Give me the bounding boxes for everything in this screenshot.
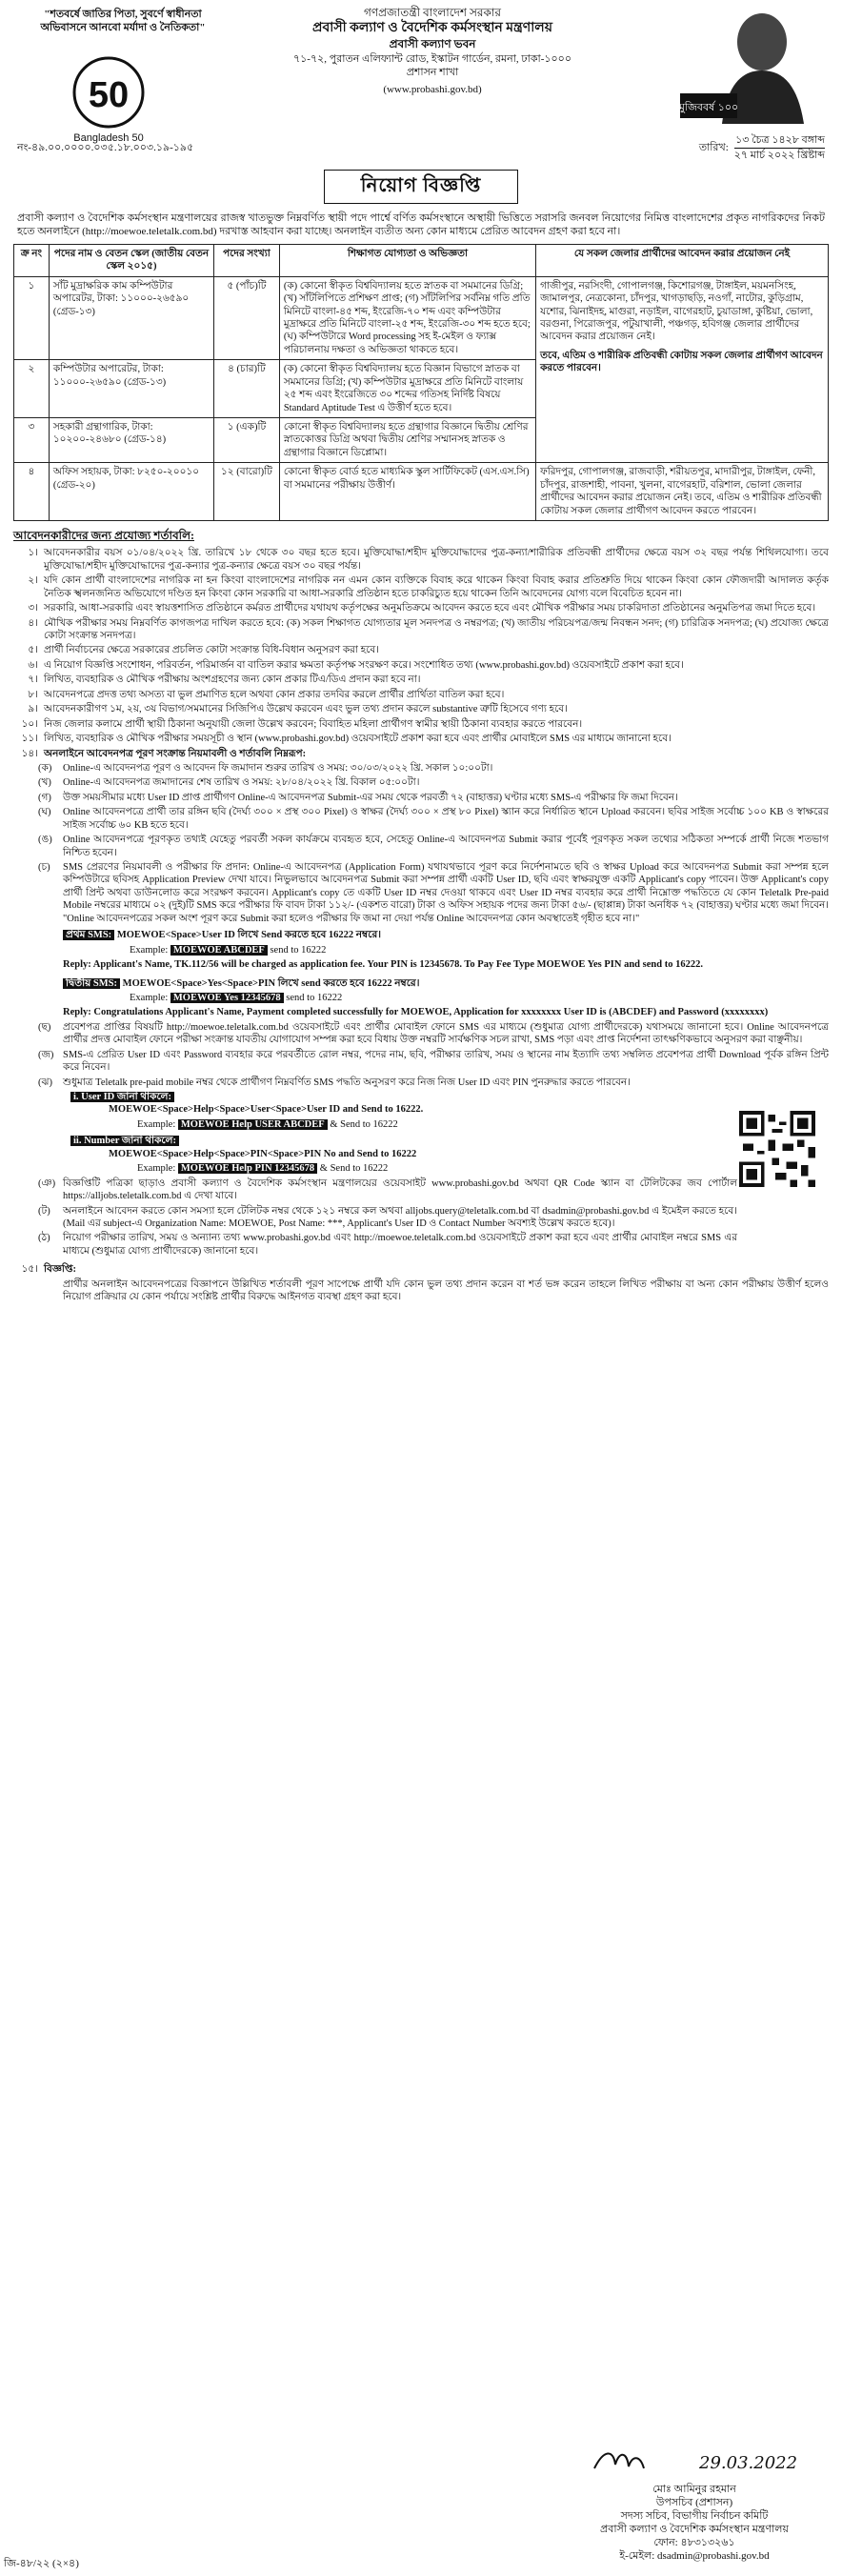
qr-code-image[interactable] [739, 1111, 815, 1187]
online-heading-row: ১৪। অনলাইনে আবেদনপত্র পূরণ সংক্রান্ত নিয়মাবলী ও শর্তাবলি নিম্নরূপ: [13, 748, 829, 760]
first-sms-reply: Reply: Applicant's Name, TK.112/56 will be charged as application fee. Your PIN is 12345678. To Pay Fee Type MOEWOE Yes PIN and send to 16222. [63, 959, 703, 971]
row-serial: ২ [14, 360, 50, 418]
government-heading [232, 6, 632, 96]
list-item: ৭। লিখিত, ব্যবহারিক ও মৌখিক পরীক্ষায় অংশগ্রহণের জন্য কোন প্রকার টিএ/ডিএ প্রদান করা হবে না। [28, 674, 421, 686]
row-serial: ১ [14, 276, 50, 360]
row-qualification: (ক) কোনো স্বীকৃত বিশ্ববিদ্যালয় হতে বিজ্ঞান বিভাগে স্নাতক বা সমমানের ডিগ্রি; (খ) কম্পিউটার মুদ্রাক্ষরে প্রতি মিনিটে বাংলায় ২৫ শব্দ এবং ইংরেজিতে ৩০ শব্দের গতিসহ নির্দিষ্ট বিষয়ে Standard Aptitude Test এ উত্তীর্ণ হতে হবে। [279, 360, 535, 418]
signatory-committee: সদস্য সচিব, বিভাগীয় নির্বাচন কমিটি [620, 2509, 769, 2522]
sms-instructions [63, 929, 829, 1019]
notice-heading: বিজ্ঞপ্তি: [44, 1264, 77, 1276]
rules-list [13, 547, 829, 745]
row-qualification: (ক) কোনো স্বীকৃত বিশ্ববিদ্যালয় হতে স্নাতক বা সমমানের ডিগ্রি; (খ) সাঁটলিপিতে প্রশিক্ষণ প্রাপ্ত; (গ) সাঁটলিপির সর্বনিম্ন গতি প্রতি মিনিটে বাংলা-৪৫ শব্দ, ইংরেজি-৭০ শব্দ এবং কম্পিউটার মুদ্রাক্ষরে প্রতি মিনিটে বাংলা-২৫ শব্দ, ইংরেজি-৩০ শব্দ হতে হবে; (ঘ) কম্পিউটারে Word processing সহ ই-মেইল ও ফ্যাক্স পরিচালনায় দক্ষতা ও অভিজ্ঞতা থাকতে হবে। [279, 276, 535, 360]
signatory-ministry: প্রবাসী কল্যাণ ও বৈদেশিক কর্মসংস্থান মন্ত্রণালয় [600, 2523, 789, 2535]
list-item: ১। আবেদনকারীর বয়স ০১/০৪/২০২২ খ্রি. তারিখে ১৮ থেকে ৩০ বছর হতে হবে। মুক্তিযোদ্ধা/শহীদ মুক্তিযোদ্ধাদের পুত্র-কন্যা/শারীরিক প্রতিবন্ধী প্রার্থীদের ক্ষেত্রে বয়স ৩২ বছর পর্যন্ত শিথিলযোগ্য। তবে মুক্তিযোদ্ধা/শহীদ মুক্তিযোদ্ধাদের পুত্র-কন্যার পুত্র-কন্যার ক্ষেত্রে বয়স ৩০ বছর পর্যন্ত। [28, 548, 829, 572]
list-item: (গ) উক্ত সময়সীমার মধ্যে User ID প্রাপ্ত প্রার্থীগণ Online-এ আবেদনপত্র Submit-এর সময় থেকে পরবর্তী ৭২ (বাহাত্তর) ঘণ্টার মধ্যে SMS-এ পরীক্ষার ফি জমা দিবেন। [38, 792, 678, 803]
first-sms-label: প্রথম SMS: [63, 930, 114, 940]
first-sms-format: MOEWOE<Space>User ID লিখে Send করতে হবে 16222 নম্বরে। [116, 930, 381, 941]
online-rules-more [13, 1021, 829, 1089]
conditions-heading: আবেদনকারীদের জন্য প্রযোজ্য শর্তাবলি: [13, 529, 195, 543]
website[interactable]: (www.probashi.gov.bd) [383, 83, 482, 95]
user-id-format: MOEWOE<Space>Help<Space>User<Space>User ID and Send to 16222. [109, 1104, 424, 1116]
signatory-designation: উপসচিব (প্রশাসন) [655, 2496, 733, 2508]
list-item: (ঙ) Online আবেদনপত্রে পূরণকৃত তথ্যই যেহেতু পরবর্তী সকল কার্যক্রমে ব্যবহৃত হবে, সেহেতু Online-এ আবেদনপত্র Submit করার পূর্বেই পূরণকৃত সকল তথ্যের সঠিকতা সম্পর্কে প্রার্থী নিজে শতভাগ নিশ্চিত হবেন। [38, 835, 829, 858]
list-item: (ক) Online-এ আবেদনপত্র পূরণ ও আবেদন ফি জমাদান শুরুর তারিখ ও সময়: ৩০/০৩/২০২২ খ্রি. সকাল ১০:০০টা। [38, 762, 493, 774]
date-bangla: ১৩ চৈত্র ১৪২৮ বঙ্গাব্দ [734, 133, 825, 149]
signatory-email[interactable]: ই-মেইল: dsadmin@probashi.gov.bd [619, 2549, 770, 2562]
online-heading: অনলাইনে আবেদনপত্র পূরণ সংক্রান্ত নিয়মাবলী ও শর্তাবলি নিম্নরূপ: [44, 748, 307, 759]
handwritten-signature [556, 2440, 832, 2478]
col-qualification: শিক্ষাগত যোগ্যতা ও অভিজ্ঞতা [279, 244, 535, 276]
motto: "শতবর্ষে জাতির পিতা, সুবর্ণে স্বাধীনতা অভিবাসনে আনবো মর্যাদা ও নৈতিকতা" [40, 9, 206, 34]
row-districts-text: গাজীপুর, নরসিংদী, গোপালগঞ্জ, কিশোরগঞ্জ, টাঙ্গাইল, ময়মনসিংহ, জামালপুর, নেত্রকোনা, চাঁদপুর, খাগড়াছড়ি, নওগাঁ, নাটোর, কুড়িগ্রাম, যশোর, ঝিনাইদহ, মাগুরা, নড়াইল, বাগেরহাট, চুয়াডাঙ্গা, কুষ্টিয়া, ভোলা, বরগুনা, পিরোজপুর, পটুয়াখালী, পঞ্চগড়, হবিগঞ্জ জেলার প্রার্থীদের আবেদন করার প্রয়োজন নেই। [540, 280, 813, 343]
row-post-count: ৫ (পাঁচ)টি [214, 276, 280, 360]
list-item: ২। যদি কোন প্রার্থী বাংলাদেশের নাগরিক না হন কিংবা বাংলাদেশের নাগরিক নন এমন কোন ব্যক্তিকে বিবাহ করে থাকেন কিংবা বিবাহ করার প্রতিশ্রুতি দিয়ে থাকেন কিংবা কোন ফৌজদারী আদালত কর্তৃক নৈতিক স্খলনজনিত অভিযোগে দণ্ডিত হন কিংবা কোন সরকারি বা আধা-সরকারি প্রতিষ্ঠান হতে চাকরিচ্যুত হয়ে থাকেন তিনি আবেদনের যোগ্য বলে বিবেচিত হবেন না। [28, 575, 829, 599]
branch: প্রশাসন শাখা [406, 66, 459, 78]
row-post-count: ৪ (চার)টি [214, 360, 280, 418]
list-item: (ঘ) Online আবেদনপত্রে প্রার্থী তার রঙ্গিন ছবি (দৈর্ঘ্য ৩০০ × প্রস্থ ৩০০ Pixel) ও স্বাক্ষর (দৈর্ঘ্য ৩০০ × প্রস্থ ৮০ Pixel) স্ক্যান করে নির্ধারিত স্থানে Upload করবেন। ছবির সাইজ সর্বোচ্চ ১০০ KB ও স্বাক্ষরের সাইজ সর্বোচ্চ ৬০ KB হতে হবে। [38, 807, 829, 831]
list-item: ৯। আবেদনকারীগণ ১ম, ২য়, ৩য় বিভাগ/সমমানের সিজিপিএ উল্লেখ করবেন এবং ভুল তথ্য প্রদান করলে substantive ত্রুটি হিসেবে গণ্য হবে। [28, 704, 568, 715]
notice-heading-row [13, 1263, 829, 1276]
row-post-name: সাঁট মুদ্রাক্ষরিক কাম কম্পিউটার অপারেটর, টাকা: ১১০০০-২৬৫৯০ (গ্রেড-১৩) [49, 276, 213, 360]
date-label: তারিখ: [698, 142, 729, 154]
notice-page [13, 0, 829, 1304]
row-qualification: কোনো স্বীকৃত বিশ্ববিদ্যালয় হতে গ্রন্থাগার বিজ্ঞানে দ্বিতীয় শ্রেণির স্নাতকোত্তর ডিগ্রি অথবা দ্বিতীয় শ্রেণির সম্মানসহ স্নাতক ও গ্রন্থাগার বিজ্ঞানে ডিপ্লোমা। [279, 418, 535, 463]
list-item: (জ) SMS-এ প্রেরিত User ID এবং Password ব্যবহার করে পরবর্তীতে রোল নম্বর, পদের নাম, ছবি, পরীক্ষার তারিখ, সময় ও স্থানের নাম ইত্যাদি তথ্য সম্বলিত প্রবেশপত্র প্রার্থী Download পূর্বক রঙ্গিন প্রিন্ট করে নিবেন। [38, 1049, 829, 1074]
row-post-name: অফিস সহায়ক, টাকা: ৮২৫০-২০০১০ (গ্রেড-২০) [49, 463, 213, 521]
row-qualification: কোনো স্বীকৃত বোর্ড হতে মাধ্যমিক স্কুল সার্টিফিকেট (এস.এস.সি) বা সমমানের পরীক্ষায় উত্তীর্ণ। [279, 463, 535, 521]
col-post-count: পদের সংখ্যা [214, 244, 280, 276]
svg-text:মুজিববর্ষ ১০০: মুজিববর্ষ ১০০ [678, 101, 739, 113]
row-districts: ফরিদপুর, গোপালগঞ্জ, রাজবাড়ী, শরীয়তপুর, মাদারীপুর, টাঙ্গাইল, ফেনী, চাঁদপুর, রাজশাহী, পাবনা, খুলনা, বাগেরহাট, বরিশাল, ভোলা জেলার প্রার্থীদের আবেদন করার প্রয়োজন নেই। তবে, এতিম ও শারীরিক প্রতিবন্ধী কোটায় সকল জেলার প্রার্থীগণ আবেদন করতে পারবেন। [536, 463, 829, 521]
user-id-label: i. User ID জানা থাকলে: [70, 1092, 174, 1102]
pin-format: MOEWOE<Space>Help<Space>PIN<Space>PIN No and Send to 16222 [109, 1148, 417, 1159]
bangladesh-50-logo [51, 50, 166, 145]
online-rules-last [13, 1177, 829, 1258]
gov-name: গণপ্রজাতন্ত্রী বাংলাদেশ সরকার [363, 6, 502, 19]
list-item: (ট) অনলাইনে আবেদন করতে কোন সমস্যা হলে টেলিটক নম্বর থেকে ১২১ নম্বরে কল অথবা alljobs.query@teletalk.com.bd বা dsadmin@probashi.gov.bd এ ইমেইল করতে হবে। (Mail এর subject-এ Organization Name: MOEWOE, Post Name: ***, Applicant's User ID ও Contact Number অবশ্যই উল্লেখ করতে হবে)। [38, 1205, 737, 1229]
user-id-example: Example: MOEWOE Help USER ABCDEF & Send to 16222 [137, 1118, 398, 1130]
row-post-count: ১ (এক)টি [214, 418, 280, 463]
row-post-name: কম্পিউটার অপারেটর, টাকা: ১১০০০-২৬৫৯০ (গ্রেড-১৩) [49, 360, 213, 418]
ministry-name: প্রবাসী কল্যাণ ও বৈদেশিক কর্মসংস্থান মন্ত্রণালয় [312, 21, 552, 36]
list-item: ৬। এ নিয়োগ বিজ্ঞপ্তি সংশোধন, পরিবর্তন, পরিমার্জন বা বাতিল করার ক্ষমতা কর্তৃপক্ষ সংরক্ষণ করে। সংশোধিত তথ্য (www.probashi.gov.bd) ওয়েবসাইটে প্রকাশ করা হবে। [28, 659, 684, 671]
svg-text:29.03.2022: 29.03.2022 [699, 2453, 798, 2474]
pin-example: Example: MOEWOE Help PIN 12345678 & Send to 16222 [137, 1163, 389, 1175]
footer-reference: জি-৪৮/২২ (২×৪) [4, 2557, 79, 2569]
portrait-image [674, 2, 815, 124]
second-sms-example: Example: MOEWOE Yes 12345678 send to 16222 [130, 992, 343, 1003]
svg-text:50: 50 [88, 75, 130, 115]
signatory-name: মোঃ আমিনুর রহমান [652, 2483, 736, 2495]
notice-text: প্রার্থীর অনলাইন আবেদনপত্রের বিজ্ঞাপনে উল্লিখিত শর্তাবলী পূরণ সাপেক্ষে প্রার্থী যদি কোন ভুল তথ্য প্রদান করেন বা শর্ত ভঙ্গ করেন তাহলে লিখিত পরীক্ষায় বা অন্য কোন পরীক্ষায় উত্তীর্ণ হলেও নিয়োগ প্রক্রিয়ার যে কোন পর্যায়ে সংশ্লিষ্ট প্রার্থীর বিরুদ্ধে আইনগত ব্যবস্থা গ্রহণ করা হবে। [63, 1278, 829, 1303]
list-item: ৩। সরকারি, আধা-সরকারি এবং স্বায়ত্তশাসিত প্রতিষ্ঠানে কর্মরত প্রার্থীদের যথাযথ কর্তৃপক্ষের অনুমতিক্রমে আবেদন করতে হবে এবং মৌখিক পরীক্ষার সময় চাকরিদাতা প্রতিষ্ঠানের অনুমতিপত্র জমা দিতে হবে। [28, 603, 816, 614]
second-sms-reply: Reply: Congratulations Applicant's Name, Payment completed successfully for MOEWOE, Application for xxxxxxxx User ID is (ABCDEF) and Password (xxxxxxxx) [63, 1007, 769, 1018]
row-districts-note: তবে, এতিম ও শারীরিক প্রতিবন্ধী কোটায় সকল জেলার প্রার্থীগণ আবেদন করতে পারবেন। [540, 350, 823, 374]
list-item: ১১। লিখিত, ব্যবহারিক ও মৌখিক পরীক্ষার সময়সূচী ও স্থান (www.probashi.gov.bd) ওয়েবসাইটে প্রকাশ করা হবে এবং প্রার্থীর মোবাইলে SMS এর মাধ্যমে জানানো হবে। [21, 734, 672, 745]
signatory-phone: ফোন: ৪৮৩১৩২৬১ [653, 2536, 735, 2548]
row-serial: ৪ [14, 463, 50, 521]
page-title: নিয়োগ বিজ্ঞপ্তি [324, 170, 519, 204]
list-item: (চ) SMS প্রেরণের নিয়মাবলী ও পরীক্ষার ফি প্রদান: Online-এ আবেদনপত্র (Application Form) যথাযথভাবে পূরণ করে নির্দেশনামতে ছবি ও স্বাক্ষর Upload করে আবেদনপত্র Submit করা সম্পন্ন হলে কম্পিউটারে ছবিসহ Application Preview দেখা যাবে। নিভুলভাবে আবেদনপত্র Submit করা সম্পন্ন প্রার্থী একটি User ID, ছবি এবং স্বাক্ষরযুক্ত একটি Applicant's copy পাবেন। উক্ত Applicant's copy প্রার্থী প্রিন্ট অথবা ডাউনলোড করে সংরক্ষণ করবেন। Applicant's copy তে একটি User ID নম্বর দেওয়া থাকবে এবং User ID নম্বর ব্যবহার করে প্রার্থী নিম্নোক্ত পদ্ধতিতে যে কোন Teletalk Pre-paid Mobile নম্বরের মাধ্যমে ০২ (দুই)টি SMS করে পরীক্ষার ফি বাবদ টাকা ১১২/- (একশত বারো) টাকা ও অফিস সহায়ক পদের জন্য টাকা ৫৬/- (ছাপ্পান্ন) টাকা অনধিক ৭২ (বাহাত্তর) ঘণ্টার মধ্যে জমা দিবেন। "Online আবেদনপত্রের সকল অংশ পূরণ করে Submit করা হলেও পরীক্ষার ফি জমা না দেয়া পর্যন্ত Online আবেদনপত্র কোন অবস্থাতেই গৃহীত হবে না।" [38, 862, 829, 924]
list-item: (ছ) প্রবেশপত্র প্রাপ্তির বিষয়টি http://moewoe.teletalk.com.bd ওয়েবসাইটে এবং প্রার্থীর মোবাইল ফোনে SMS এর মাধ্যমে (শুধুমাত্র যোগ্য প্রার্থীদেরকে) যথাসময়ে জানানো হবে। Online আবেদনপত্রে প্রার্থীর প্রদত্ত মোবাইল ফোনে পরীক্ষা সংক্রান্ত যাবতীয় যোগাযোগ সম্পন্ন করা হবে বিধায় উক্ত নম্বরটি সার্বক্ষণিক সচল রাখা, SMS পড়া এবং প্রাপ্ত নির্দেশনা তাৎক্ষণিকভাবে অনুসরণ করা বাঞ্ছনীয়। [38, 1021, 829, 1046]
col-serial: ক্র নং [14, 244, 50, 276]
list-item: ৮। আবেদনপত্রে প্রদত্ত তথ্য অসত্য বা ভুল প্রমাণিত হলে অথবা কোন প্রকার তদবির করলে প্রার্থীর প্রার্থিতা বাতিল করা হবে। [28, 689, 505, 700]
col-post-name: পদের নাম ও বেতন স্কেল (জাতীয় বেতন স্কেল ২০১৫) [49, 244, 213, 276]
notice-number: ১৫। [21, 1264, 38, 1276]
list-item: (ঝ) শুধুমাত্র Teletalk pre-paid mobile নম্বর থেকে প্রার্থীগণ নিম্নবর্ণিত SMS পদ্ধতি অনুসরণ করে নিজ নিজ User ID এবং PIN পুনরুদ্ধার করতে পারবেন। [38, 1077, 631, 1088]
posts-table [13, 244, 829, 521]
address: ৭১-৭২, পুরাতন এলিফ্যান্ট রোড, ইস্কাটন গার্ডেন, রমনা, ঢাকা-১০০০ [293, 52, 571, 65]
list-item: (ঞ) বিজ্ঞপ্তিটি পত্রিকা ছাড়াও প্রবাসী কল্যাণ ও বৈদেশিক কর্মসংস্থান মন্ত্রণালয়ের ওয়েবসাইট www.probashi.gov.bd অথবা QR Code স্ক্যান বা টেলিটকের জব পোর্টাল https://alljobs.teletalk.com.bd এ দেখা যাবে। [38, 1177, 737, 1202]
intro-paragraph: প্রবাসী কল্যাণ ও বৈদেশিক কর্মসংস্থান মন্ত্রণালয়ের রাজস্ব খাতভুক্ত নিম্নবর্ণিত স্থায়ী পদে পার্শ্বে বর্ণিত কর্মসংস্থানে অস্থায়ী ভিত্তিতে সরাসরি জনবল নিয়োগের নিমিত্ত বাংলাদেশের প্রকৃত নাগরিকদের নিকট হতে অনলাইনে (http://moewoe.teletalk.com.bd) দরখাস্ত আহবান করা যাচ্ছে। অনলাইন ব্যতীত অন্য কোন মাধ্যমে প্রেরিত আবেদন গ্রহণ করা হবে না। [17, 211, 825, 237]
recovery-instructions [70, 1091, 829, 1176]
list-item: ৫। প্রার্থী নির্বাচনের ক্ষেত্রে সরকারের প্রচলিত কোটা সংক্রান্ত বিধি-বিধান অনুসরণ করা হবে। [28, 645, 379, 656]
pin-label: ii. Number জানা থাকলে: [70, 1136, 179, 1146]
date-block [699, 133, 825, 162]
date-english: ২৭ মার্চ ২০২২ খ্রিষ্টাব্দ [733, 150, 825, 162]
first-sms-example: Example: MOEWOE ABCDEF send to 16222 [130, 944, 327, 956]
list-item: (ঠ) নিয়োগ পরীক্ষার তারিখ, সময় ও অন্যান্য তথ্য www.probashi.gov.bd এবং http://moewoe.teletalk.com.bd ওয়েবসাইটে প্রকাশ করা হবে এবং প্রার্থীর মোবাইল নম্বরে SMS এর মাধ্যমে (শুধুমাত্র যোগ্য প্রার্থীদেরকে) জানানো হবে। [38, 1233, 737, 1257]
col-excluded-districts: যে সকল জেলার প্রার্থীদের আবেদন করার প্রয়োজন নেই [536, 244, 829, 276]
list-item: ৪। মৌখিক পরীক্ষার সময় নিম্নবর্ণিত কাগজপত্র দাখিল করতে হবে: (ক) সকল শিক্ষাগত যোগ্যতার মূল সনদপত্র ও নম্বরপত্র; (খ) জাতীয় পরিচয়পত্র/জন্ম নিবন্ধন সনদ; (গ) চারিত্রিক সনদপত্র; (ঘ) প্রযোজ্য ক্ষেত্রে কোটা সংক্রান্ত সনদপত্র। [28, 617, 829, 642]
table-row [14, 276, 829, 360]
second-sms-label: দ্বিতীয় SMS: [63, 978, 120, 989]
list-item: ১০। নিজ জেলার কলামে প্রার্থী স্থায়ী ঠিকানা অনুযায়ী জেলা উল্লেখ করবেন; বিবাহিত মহিলা প্রার্থীগণ স্বামীর স্থায়ী ঠিকানা ব্যবহার করতে পারবেন। [21, 718, 583, 730]
row-post-count: ১২ (বারো)টি [214, 463, 280, 521]
header [13, 0, 829, 168]
signature-block [556, 2440, 832, 2563]
second-sms-format: MOEWOE<Space>Yes<Space>PIN লিখে send করতে হবে 16222 নম্বরে। [122, 977, 420, 989]
table-row [14, 463, 829, 521]
row-serial: ৩ [14, 418, 50, 463]
svg-text:Bangladesh 50: Bangladesh 50 [73, 132, 144, 144]
table-header-row [14, 244, 829, 276]
online-rules [13, 762, 829, 925]
list-item: (খ) Online-এ আবেদনপত্র জমাদানের শেষ তারিখ ও সময়: ২৮/০৪/২০২২ খ্রি. বিকাল ০৫:০০টা। [38, 777, 420, 789]
row-districts [536, 276, 829, 463]
memo-number: নং-৪৯.০০.০০০০.০৩৫.১৮.০০৩.১৯-১৯৫ [17, 142, 194, 153]
building-name: প্রবাসী কল্যাণ ভবন [389, 37, 476, 51]
row-post-name: সহকারী গ্রন্থাগারিক, টাকা: ১০২০০-২৪৬৮০ (গ্রেড-১৪) [49, 418, 213, 463]
